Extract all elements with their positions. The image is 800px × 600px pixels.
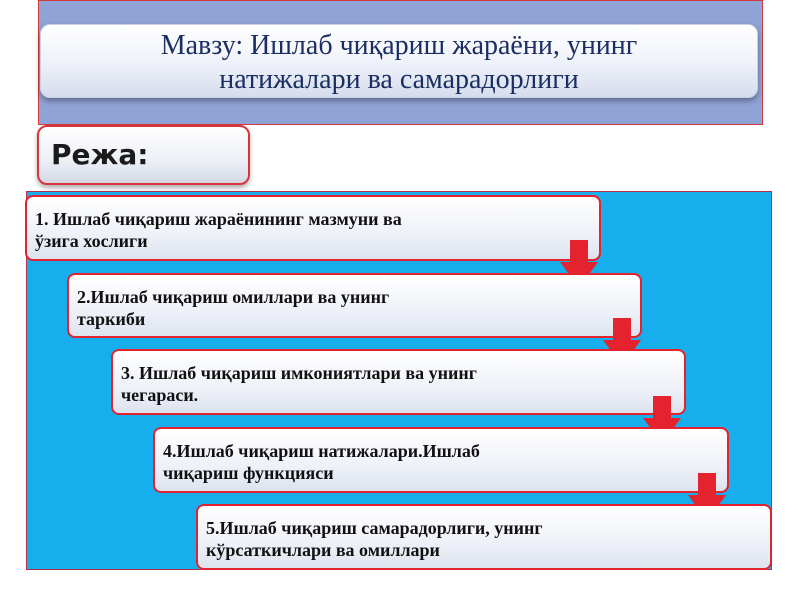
step-5-line-2: кўрсаткичлари ва омиллари [206,540,440,560]
step-5-line-1: 5.Ишлаб чиқариш самарадорлиги, унинг [206,518,543,538]
step-2-line-2: таркиби [77,309,146,329]
step-2 [67,273,642,338]
step-3 [111,349,686,415]
step-3-line-2: чегараси. [121,385,199,405]
step-1 [25,195,601,261]
step-1-line-1: 1. Ишлаб чиқариш жараёнининг мазмуни ва [35,209,402,229]
slide-title-line-2: натижалари ва самарадорлиги [219,64,579,95]
step-4-line-1: 4.Ишлаб чиқариш натижалари.Ишлаб [163,441,480,461]
step-4-line-2: чиқариш функцияси [163,463,334,483]
step-3-line-1: 3. Ишлаб чиқариш имкониятлари ва унинг [121,363,477,383]
step-2-line-1: 2.Ишлаб чиқариш омиллари ва унинг [77,287,390,307]
step-5 [196,504,772,570]
slide-title [40,24,758,98]
step-1-line-2: ўзига хослиги [35,231,148,251]
slide-title-line-1: Мавзу: Ишлаб чиқариш жараёни, унинг [160,30,638,61]
step-4 [153,427,729,493]
plan-label: Режа: [37,125,250,185]
